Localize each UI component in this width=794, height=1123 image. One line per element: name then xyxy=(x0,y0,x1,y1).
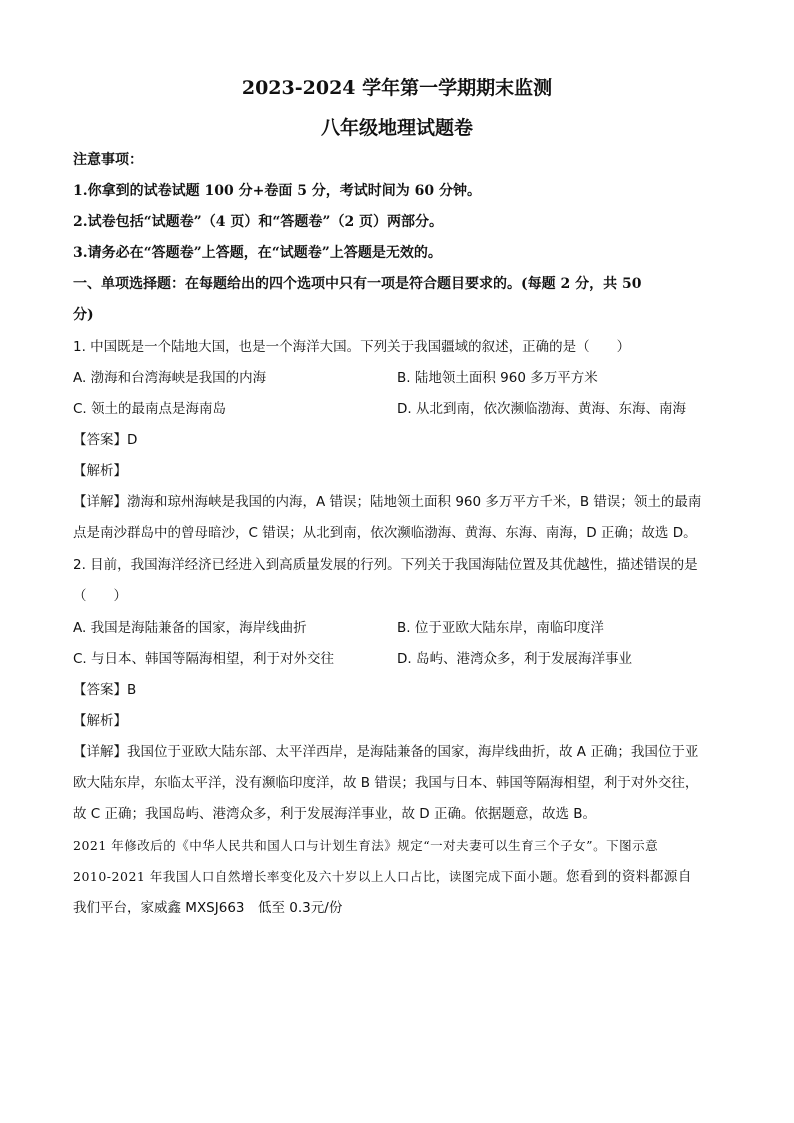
question-1-answer: 【答案】D xyxy=(73,432,138,448)
notice-heading: 注意事项： xyxy=(73,152,143,168)
notice-item-1: 1.你拿到的试卷试题 100 分+卷面 5 分，考试时间为 60 分钟。 xyxy=(73,183,482,199)
question-2-option-c: C. 与日本、韩国等隔海相望，利于对外交往 xyxy=(73,651,335,667)
question-1-analysis-label: 【解析】 xyxy=(73,463,127,479)
question-2-stem: 2. 目前，我国海洋经济已经进入到高质量发展的行列。下列关于我国海陆位置及其优越性，描述错误的是 xyxy=(73,557,698,573)
question-1-stem: 1. 中国既是一个陆地大国，也是一个海洋大国。下列关于我国疆域的叙述，正确的是（ ） xyxy=(73,339,631,355)
question-2-option-d: D. 岛屿、港湾众多，利于发展海洋事业 xyxy=(397,651,632,667)
question-2-detail-line-1: 【详解】我国位于亚欧大陆东部、太平洋西岸，是海陆兼备的国家，海岸线曲折，故 A 正确；我国位于亚 xyxy=(73,744,699,760)
question-1-detail-line-2: 点是南沙群岛中的曾母暗沙，C 错误；从北到南，依次濒临渤海、黄海、东海、南海，D 正确；故选 D。 xyxy=(73,525,697,541)
promo-text: 您看到的资料都源自 xyxy=(565,869,692,885)
question-2-answer: 【答案】B xyxy=(73,682,137,698)
notice-item-2: 2.试卷包括“试题卷”（4 页）和“答题卷”（2 页）两部分。 xyxy=(73,214,444,230)
question-1-option-b: B. 陆地领土面积 960 多万平方米 xyxy=(397,370,598,386)
question-1-option-a: A. 渤海和台湾海峡是我国的内海 xyxy=(73,370,267,386)
exam-subtitle: 八年级地理试题卷 xyxy=(320,117,473,139)
exam-title: 2023-2024 学年第一学期期末监测 xyxy=(241,77,553,99)
question-1-option-c: C. 领土的最南点是海南岛 xyxy=(73,401,227,417)
section-heading: 一、单项选择题：在每题给出的四个选项中只有一项是符合题目要求的。(每题 2 分，共 50 xyxy=(73,276,642,292)
question-2-stem-cont: （ ） xyxy=(73,588,127,604)
question-2-option-b: B. 位于亚欧大陆东岸，南临印度洋 xyxy=(397,620,604,636)
material-line-3: 我们平台，家威鑫 MXSJ663 低至 0.3元/份 xyxy=(73,900,343,916)
question-2-option-a: A. 我国是海陆兼备的国家，海岸线曲折 xyxy=(73,620,307,636)
material-line-2-text: 2010-2021 年我国人口自然增长率变化及六十岁以上人口占比，读图完成下面小题。 xyxy=(73,869,566,884)
material-line-2 xyxy=(73,867,692,887)
question-1-option-d: D. 从北到南，依次濒临渤海、黄海、东海、南海 xyxy=(397,401,686,417)
question-2-analysis-label: 【解析】 xyxy=(73,713,127,729)
section-heading-cont: 分) xyxy=(73,307,94,323)
material-line-1: 2021 年修改后的《中华人民共和国人口与计划生育法》规定“一对夫妻可以生育三个子女”。下图示意 xyxy=(73,838,659,853)
question-2-detail-line-2: 欧大陆东岸，东临太平洋，没有濒临印度洋，故 B 错误；我国与日本、韩国等隔海相望，利于对外交往， xyxy=(73,775,699,791)
question-2-detail-line-3: 故 C 正确；我国岛屿、港湾众多，利于发展海洋事业，故 D 正确。依据题意，故选 B。 xyxy=(73,806,597,822)
question-1-detail-line-1: 【详解】渤海和琼州海峡是我国的内海，A 错误；陆地领土面积 960 多万平方千米，B 错误；领土的最南 xyxy=(73,494,702,510)
notice-item-3: 3.请务必在“答题卷”上答题，在“试题卷”上答题是无效的。 xyxy=(73,245,442,261)
